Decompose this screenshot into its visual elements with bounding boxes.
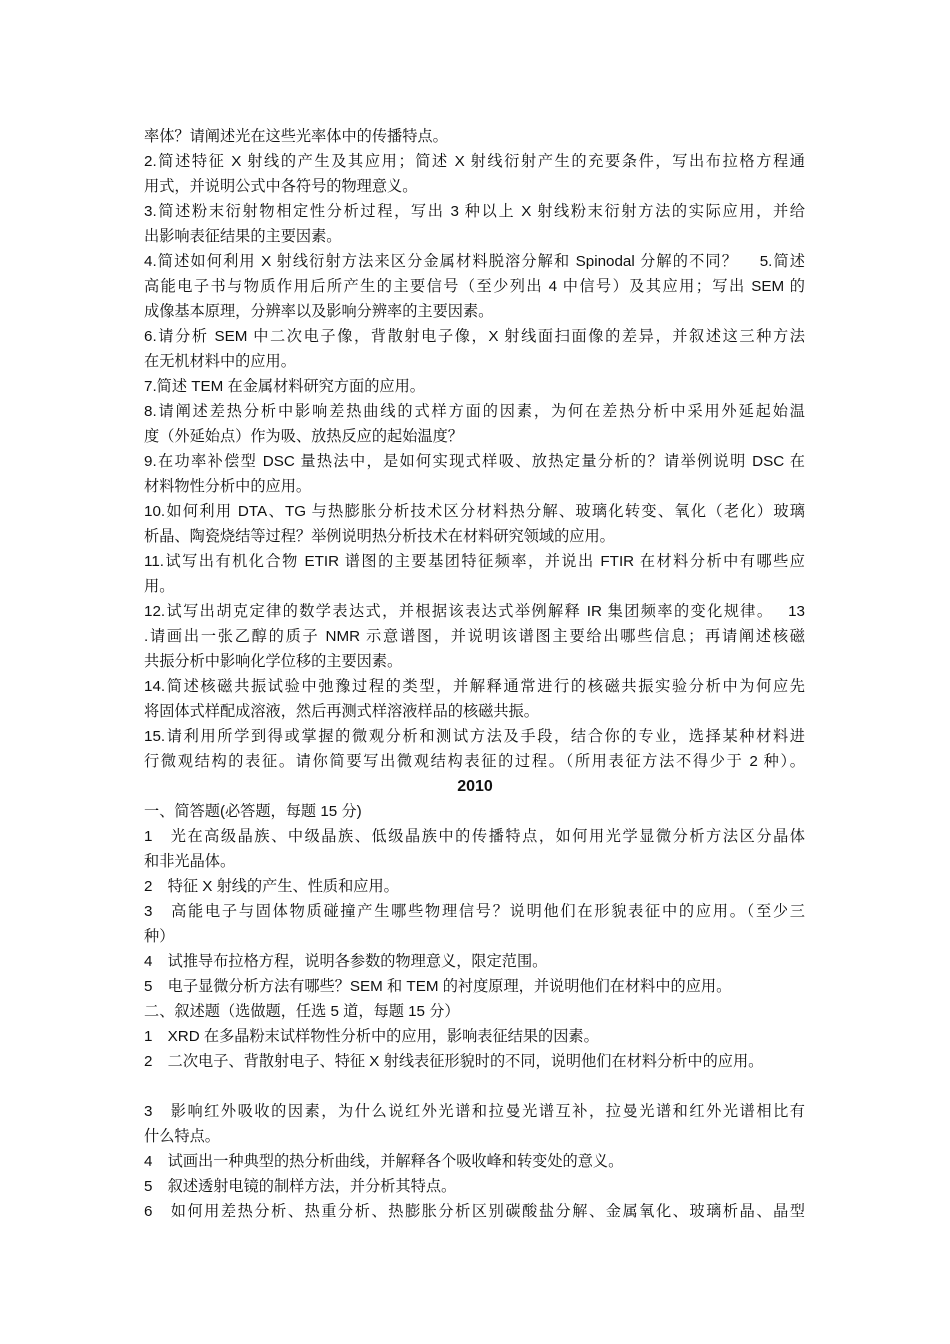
text-line: 12.试写出胡克定律的数学表达式，并根据该表达式举例解释 IR 集团频率的变化规律。 13 bbox=[144, 603, 805, 620]
text-line: 析晶、陶瓷烧结等过程？举例说明热分析技术在材料研究领域的应用。 bbox=[144, 528, 615, 545]
text-line: 成像基本原理，分辨率以及影响分辨率的主要因素。 bbox=[144, 303, 494, 320]
text-line: 1 XRD 在多晶粉末试样物性分析中的应用，影响表征结果的因素。 bbox=[144, 1028, 599, 1045]
text-line: 2 特征 X 射线的产生、性质和应用。 bbox=[144, 878, 399, 895]
text-line: 2.简述特征 X 射线的产生及其应用；简述 X 射线衍射产生的充要条件，写出布拉格方程通 bbox=[144, 153, 805, 170]
text-line: 什么特点。 bbox=[144, 1128, 220, 1145]
text-line: 在无机材料中的应用。 bbox=[144, 353, 296, 370]
text-line: 3.简述粉末衍射物相定性分析过程，写出 3 种以上 X 射线粉末衍射方法的实际应用，并给 bbox=[144, 203, 805, 220]
text-line: 种） bbox=[144, 928, 175, 945]
text-line: .请画出一张乙醇的质子 NMR 示意谱图，并说明该谱图主要给出哪些信息；再请阐述核磁 bbox=[144, 628, 805, 645]
text-line: 1 光在高级晶族、中级晶族、低级晶族中的传播特点，如何用光学显微分析方法区分晶体 bbox=[144, 828, 805, 845]
text-line: 用。 bbox=[144, 578, 175, 595]
text-line: 15.请利用所学到得或掌握的微观分析和测试方法及手段，结合你的专业，选择某种材料进 bbox=[144, 728, 805, 745]
text-line: 3 影响红外吸收的因素，为什么说红外光谱和拉曼光谱互补，拉曼光谱和红外光谱相比有 bbox=[144, 1103, 805, 1120]
text-line: 6 如何用差热分析、热重分析、热膨胀分析区别碳酸盐分解、金属氧化、玻璃析晶、晶型 bbox=[144, 1203, 805, 1220]
text-line: 材料物性分析中的应用。 bbox=[144, 478, 312, 495]
text-line: 8.请阐述差热分析中影响差热曲线的式样方面的因素，为何在差热分析中采用外延起始温 bbox=[144, 403, 805, 420]
text-line: 和非光晶体。 bbox=[144, 853, 236, 870]
text-line: 14.简述核磁共振试验中弛豫过程的类型，并解释通常进行的核磁共振实验分析中为何应先 bbox=[144, 678, 805, 695]
text-line: 11.试写出有机化合物 ETIR 谱图的主要基团特征频率，并说出 FTIR 在材料分析中有哪些应 bbox=[144, 553, 805, 570]
text-line: 出影响表征结果的主要因素。 bbox=[144, 228, 342, 245]
text-line: 9.在功率补偿型 DSC 量热法中，是如何实现式样吸、放热定量分析的？请举例说明 DSC 在 bbox=[144, 453, 805, 470]
text-line: 6.请分析 SEM 中二次电子像，背散射电子像，X 射线面扫面像的差异，并叙述这三种方法 bbox=[144, 328, 805, 345]
section-heading: 一、简答题(必答题，每题 15 分) bbox=[144, 803, 362, 820]
text-line: 5 叙述透射电镜的制样方法，并分析其特点。 bbox=[144, 1178, 457, 1195]
text-line: 将固体式样配成溶液，然后再测式样溶液样品的核磁共振。 bbox=[144, 703, 539, 720]
text-line: 7.简述 TEM 在金属材料研究方面的应用。 bbox=[144, 378, 425, 395]
text-line: 高能电子书与物质作用后所产生的主要信号（至少列出 4 中信号）及其应用；写出 SEM 的 bbox=[144, 278, 805, 295]
section-heading: 二、叙述题（选做题，任选 5 道，每题 15 分） bbox=[144, 1003, 460, 1020]
text-line: 5 电子显微分析方法有哪些？SEM 和 TEM 的衬度原理，并说明他们在材料中的应用。 bbox=[144, 978, 732, 995]
text-line: 4 试推导布拉格方程，说明各参数的物理意义，限定范围。 bbox=[144, 953, 548, 970]
text-line: 共振分析中影响化学位移的主要因素。 bbox=[144, 653, 403, 670]
text-line: 率体？请阐述光在这些光率体中的传播特点。 bbox=[144, 128, 448, 145]
text-line: 4.简述如何利用 X 射线衍射方法来区分金属材料脱溶分解和 Spinodal 分解的不同？ 5.简述 bbox=[144, 253, 805, 270]
text-line: 用式，并说明公式中各符号的物理意义。 bbox=[144, 178, 418, 195]
text-line: 4 试画出一种典型的热分析曲线，并解释各个吸收峰和转变处的意义。 bbox=[144, 1153, 624, 1170]
text-line: 度（外延始点）作为吸、放热反应的起始温度？ bbox=[144, 428, 463, 445]
text-line: 行微观结构的表征。请你简要写出微观结构表征的过程。（所用表征方法不得少于 2 种）。 bbox=[144, 753, 805, 770]
text-line: 2 二次电子、背散射电子、特征 X 射线表征形貌时的不同，说明他们在材料分析中的应用。 bbox=[144, 1053, 764, 1070]
text-line: 3 高能电子与固体物质碰撞产生哪些物理信号？说明他们在形貌表征中的应用。（至少三 bbox=[144, 903, 805, 920]
text-line: 10.如何利用 DTA、TG 与热膨胀分析技术区分材料热分解、玻璃化转变、氧化（老化）玻璃 bbox=[144, 503, 805, 520]
section-year-heading: 2010 bbox=[457, 778, 493, 795]
